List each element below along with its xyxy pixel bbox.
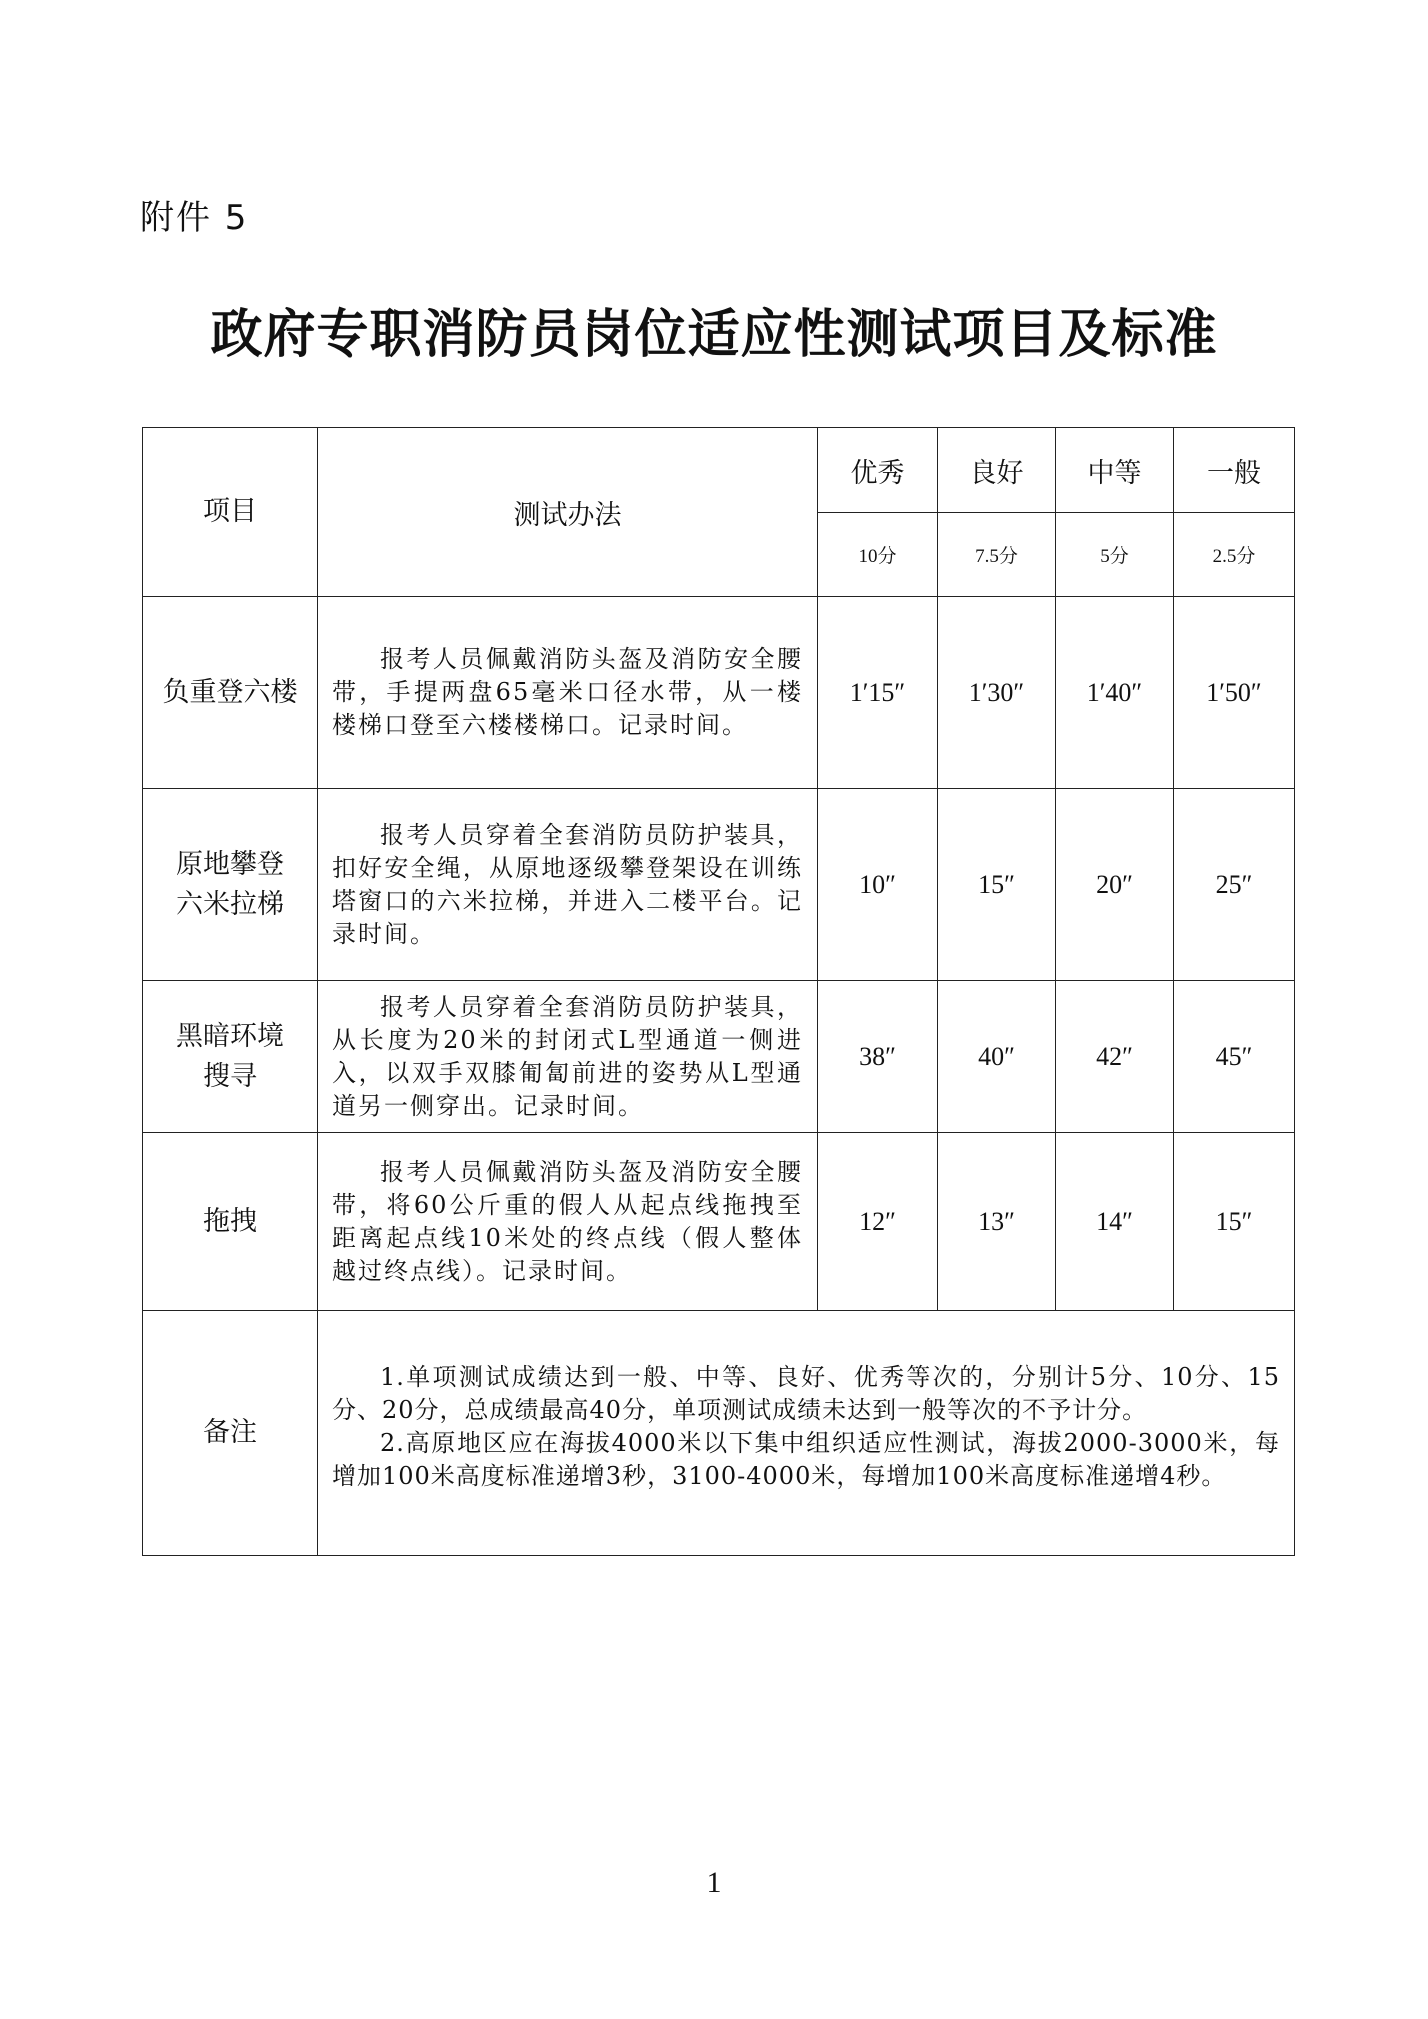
method-text: 报考人员穿着全套消防员防护装具，扣好安全绳，从原地逐级攀登架设在训练塔窗口的六米拉梯，并进入二楼平台。记录时间。 [332,820,803,948]
table-row [143,597,1295,789]
attachment-label: 附件 5 [140,198,249,238]
method-cell [318,1133,818,1311]
value-medium: 42″ [1056,981,1174,1133]
score-fair: 2.5分 [1174,513,1295,597]
table-row [143,789,1295,981]
page-number: 1 [706,1866,722,1899]
item-name-line: 原地攀登 [176,848,284,880]
value-excellent: 10″ [818,789,938,981]
header-grade-fair: 一般 [1174,428,1295,513]
value-fair: 15″ [1174,1133,1295,1311]
item-name [143,981,318,1133]
item-name [143,789,318,981]
score-medium: 5分 [1056,513,1174,597]
value-fair: 25″ [1174,789,1295,981]
method-text: 报考人员穿着全套消防员防护装具，从长度为20米的封闭式L型通道一侧进入，以双手双膝匍匐前进的姿势从L型通道另一侧穿出。记录时间。 [332,992,803,1120]
item-name-line: 六米拉梯 [176,888,284,920]
note-paragraph: 1.单项测试成绩达到一般、中等、良好、优秀等次的，分别计5分、10分、15分、20分，总成绩最高40分，单项测试成绩未达到一般等次的不予计分。 [332,1363,1280,1424]
note-label: 备注 [143,1311,318,1556]
score-excellent: 10分 [818,513,938,597]
item-name [143,1133,318,1311]
note-row [143,1311,1295,1556]
value-good: 13″ [938,1133,1056,1311]
header-grade-medium: 中等 [1056,428,1174,513]
header-grade-good: 良好 [938,428,1056,513]
method-text: 报考人员佩戴消防头盔及消防安全腰带，手提两盘65毫米口径水带，从一楼楼梯口登至六楼楼梯口。记录时间。 [332,645,803,739]
item-name-line: 拖拽 [203,1205,257,1237]
document-title: 政府专职消防员岗位适应性测试项目及标准 [210,304,1218,365]
test-standards-table [142,427,1295,1556]
table-row [143,981,1295,1133]
value-medium: 1′40″ [1056,597,1174,789]
value-excellent: 38″ [818,981,938,1133]
value-good: 40″ [938,981,1056,1133]
note-paragraph: 2.高原地区应在海拔4000米以下集中组织适应性测试，海拔2000-3000米，每增加100米高度标准递增3秒，3100-4000米，每增加100米高度标准递增4秒。 [332,1429,1280,1490]
value-medium: 14″ [1056,1133,1174,1311]
value-excellent: 1′15″ [818,597,938,789]
method-text: 报考人员佩戴消防头盔及消防安全腰带，将60公斤重的假人从起点线拖拽至距离起点线10米处的终点线（假人整体越过终点线）。记录时间。 [332,1157,803,1285]
item-name-line: 搜寻 [203,1060,257,1092]
item-name [143,597,318,789]
item-name-line: 负重登六楼 [162,676,298,708]
method-cell [318,981,818,1133]
score-good: 7.5分 [938,513,1056,597]
header-method: 测试办法 [318,428,818,597]
method-cell [318,597,818,789]
header-row-grades [143,428,1295,513]
header-item: 项目 [143,428,318,597]
value-fair: 45″ [1174,981,1295,1133]
value-good: 15″ [938,789,1056,981]
value-excellent: 12″ [818,1133,938,1311]
value-fair: 1′50″ [1174,597,1295,789]
value-medium: 20″ [1056,789,1174,981]
value-good: 1′30″ [938,597,1056,789]
method-cell [318,789,818,981]
table-row [143,1133,1295,1311]
item-name-line: 黑暗环境 [176,1020,284,1052]
header-grade-excellent: 优秀 [818,428,938,513]
note-content [318,1311,1295,1556]
